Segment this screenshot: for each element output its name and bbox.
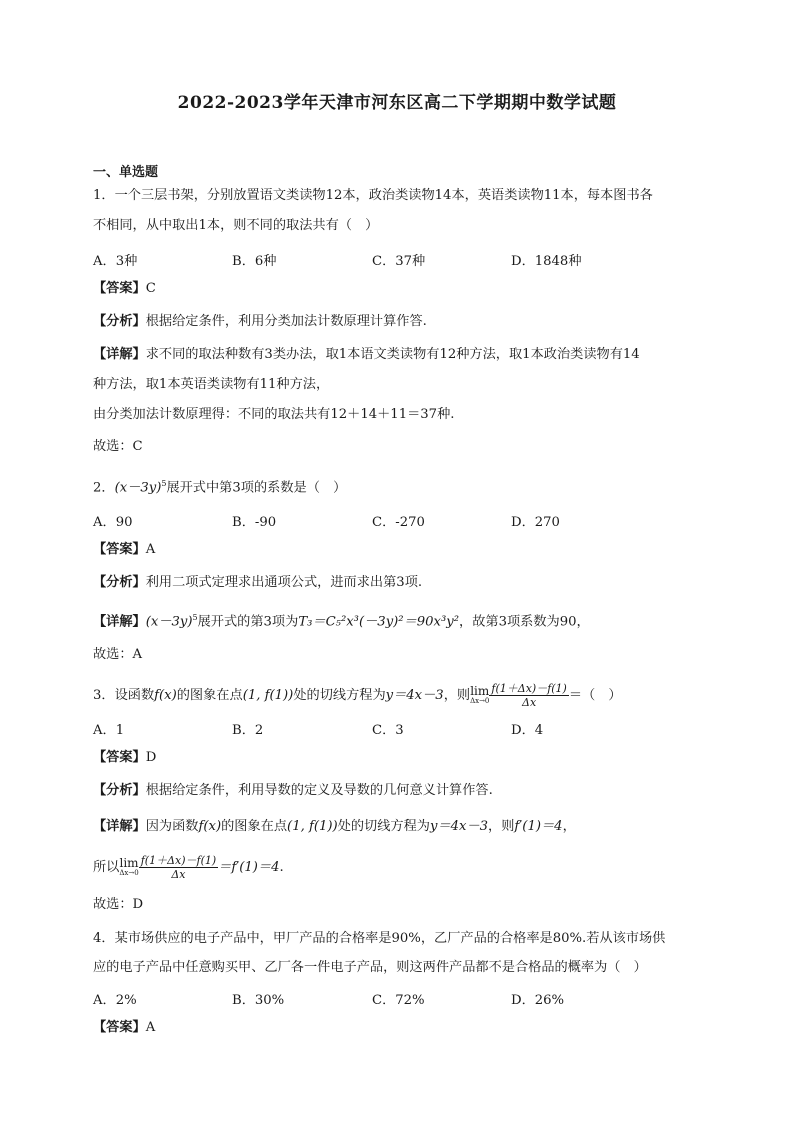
stem-text: ，则 <box>443 688 471 703</box>
q4-answer <box>93 1019 155 1037</box>
analysis-tag: 【分析】 <box>93 783 146 798</box>
q1-detail-line-1 <box>93 346 640 364</box>
q2-detail <box>93 609 590 631</box>
limit-operator: lim Δx→0 <box>470 684 490 705</box>
q1-option-d: D．1848种 <box>511 254 582 269</box>
math-expression: (x－3y) <box>145 614 193 630</box>
answer-tag: 【答案】 <box>93 281 146 296</box>
stem-text: 3．设函数 <box>93 688 155 703</box>
detail-text: ，则 <box>488 819 515 834</box>
detail-text: . <box>279 860 284 875</box>
q3-option-c: C．3 <box>372 723 404 738</box>
analysis-tag: 【分析】 <box>93 314 146 329</box>
page-title: 2022-2023学年天津市河东区高二下学期期中数学试题 <box>177 93 617 113</box>
q1-option-a: A．3种 <box>93 254 138 269</box>
answer-tag: 【答案】 <box>93 542 146 557</box>
q1-detail-line-3 <box>93 406 454 424</box>
q1-analysis <box>93 313 427 331</box>
detail-text: 种. <box>437 407 455 422</box>
detail-text: 所以 <box>93 860 120 875</box>
detail-text: 求不同的取法种数有3类办法，取1本语文类读物有12种方法，取1本政治类读物有14 <box>145 347 640 362</box>
math-expression: (1, f(1)) <box>287 819 338 834</box>
q2-stem <box>93 475 346 497</box>
q3-detail <box>93 818 576 836</box>
q3-stem <box>93 682 622 709</box>
detail-text: 因为函数 <box>145 819 199 834</box>
q3-option-a: A．1 <box>93 723 125 738</box>
q4-option-d: D．26% <box>511 993 565 1008</box>
math-expression: ＝f′(1)＝4 <box>218 860 280 875</box>
difference-quotient: $\frac{f(1+\Delta x)-f(1)}{\Delta x}$ <box>140 854 217 881</box>
analysis-tag: 【分析】 <box>93 575 146 590</box>
q4-stem-line-2: 应的电子产品中任意购买甲、乙厂各一件电子产品，则这两件产品都不是合格品的概率为（ ） <box>93 960 647 975</box>
section-heading: 一、单选题 <box>93 165 159 180</box>
q3-answer <box>93 749 156 767</box>
q3-option-b: B．2 <box>232 723 264 738</box>
q4-option-b: B．30% <box>232 993 285 1008</box>
q4-stem-line-1: 4．某市场供应的电子产品中，甲厂产品的合格率是90%，乙厂产品的合格率是80%.若从该市场供 <box>93 931 666 946</box>
q4-option-a: A．2% <box>93 993 137 1008</box>
answer-value: A <box>145 1020 156 1035</box>
q2-choose: 故选：A <box>93 647 143 662</box>
q3-analysis <box>93 782 493 800</box>
answer-value: D <box>145 750 157 765</box>
q2-option-a: A．90 <box>93 515 133 530</box>
math-expression: f(x) <box>154 688 177 703</box>
answer-value: A <box>145 542 156 557</box>
q4-option-c: C．72% <box>372 993 425 1008</box>
q1-option-b: B．6种 <box>232 254 277 269</box>
q1-detail-line-2: 种方法，取1本英语类读物有11种方法， <box>93 377 330 392</box>
detail-tag: 【详解】 <box>93 819 146 834</box>
detail-tag: 【详解】 <box>93 614 146 630</box>
stem-text: 展开式中第3项的系数是（ ） <box>166 480 347 496</box>
math-expression: f(x) <box>198 819 222 834</box>
q2-analysis <box>93 574 422 592</box>
detail-tag: 【详解】 <box>93 347 146 362</box>
detail-text: 由分类加法计数原理得：不同的取法共有 <box>93 407 331 422</box>
q1-choose: 故选：C <box>93 439 143 454</box>
answer-value: C <box>145 281 156 296</box>
math-expression: y＝4x－3 <box>430 819 489 834</box>
answer-tag: 【答案】 <box>93 750 146 765</box>
stem-text: 的图象在点 <box>176 688 243 703</box>
detail-math: 12＋14＋11＝37 <box>330 407 438 422</box>
detail-text: 的图象在点 <box>221 819 288 834</box>
detail-text: 处的切线方程为 <box>337 819 430 834</box>
math-expression: y＝4x－3 <box>385 688 444 703</box>
q2-option-d: D．270 <box>511 515 560 530</box>
math-exponent: 5 <box>192 613 198 622</box>
detail-text: ， <box>562 819 576 834</box>
q2-option-c: C．-270 <box>372 515 425 530</box>
q3-option-d: D．4 <box>511 723 544 738</box>
q1-stem-line-2: 不相同，从中取出1本，则不同的取法共有（ ） <box>93 218 379 233</box>
q3-so <box>93 854 284 881</box>
stem-text: ＝（ ） <box>568 688 622 703</box>
q2-answer <box>93 541 155 559</box>
math-formula: T₃＝C₅²x³(－3y)²＝90x³y² <box>298 614 460 630</box>
question-number: 2． <box>93 480 115 496</box>
q1-answer <box>93 280 156 298</box>
math-exponent: 5 <box>161 479 167 488</box>
analysis-text: 根据给定条件，利用分类加法计数原理计算作答. <box>145 314 427 329</box>
answer-tag: 【答案】 <box>93 1020 146 1035</box>
math-expression: (x－3y) <box>114 480 162 496</box>
analysis-text: 利用二项式定理求出通项公式，进而求出第3项. <box>145 575 423 590</box>
stem-text: 处的切线方程为 <box>293 688 386 703</box>
math-expression: f′(1)＝4 <box>514 819 563 834</box>
analysis-text: 根据给定条件，利用导数的定义及导数的几何意义计算作答. <box>145 783 493 798</box>
detail-text: ，故第3项系数为90， <box>459 614 590 630</box>
limit-operator: lim Δx→0 <box>119 856 139 877</box>
q1-stem-line-1: 1．一个三层书架，分别放置语文类读物12本，政治类读物14本，英语类读物11本，每本图书各 <box>93 188 653 203</box>
difference-quotient: $\frac{f(1+\Delta x)-f(1)}{\Delta x}$ <box>491 682 567 709</box>
detail-text: 展开式的第3项为 <box>197 614 299 630</box>
q3-choose: 故选：D <box>93 897 144 912</box>
q1-option-c: C．37种 <box>372 254 426 269</box>
math-expression: (1, f(1)) <box>242 688 294 703</box>
q2-option-b: B．-90 <box>232 515 277 530</box>
